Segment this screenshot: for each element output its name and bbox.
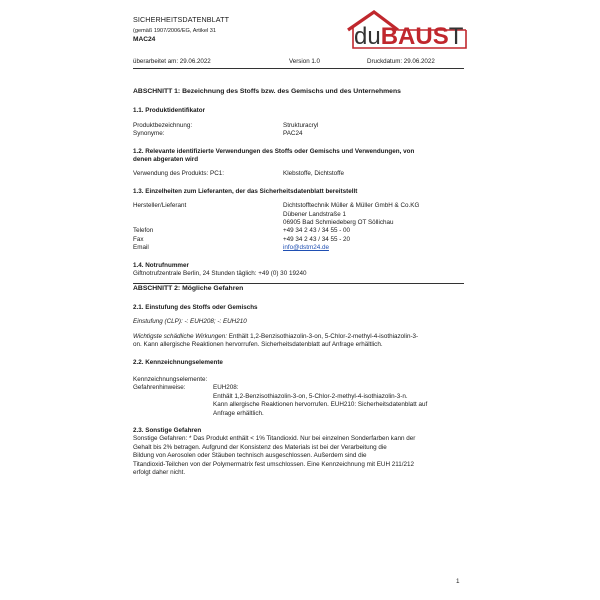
supplier-line: 06905 Bad Schmiedeberg OT Söllichau bbox=[283, 219, 394, 227]
fax-row bbox=[133, 236, 463, 244]
usage-label: Verwendung des Produkts: PC1: bbox=[133, 170, 225, 178]
other-hazards-line: Gehalt bis 2% betragen. Aufgrund der Konsistenz des Materials ist bei der Verarbeitung die bbox=[133, 443, 387, 451]
heading-1-2-line-1: 1.2. Relevante identifizierte Verwendungen des Stoffs oder Gemischs und Verwendungen, von bbox=[133, 147, 415, 155]
revision-info bbox=[133, 58, 463, 65]
print-date: Druckdatum: 29.06.2022 bbox=[367, 58, 435, 65]
supplier-line: Dübener Landstraße 1 bbox=[283, 210, 347, 218]
email-label: Email bbox=[133, 244, 149, 252]
other-hazards-line: Titandioxid-Teilchen von der Polymermatrix fest umschlossen. Eine Kennzeichnung mit EUH 211/212 bbox=[133, 460, 415, 468]
phone-row bbox=[133, 227, 463, 235]
header-divider bbox=[133, 68, 464, 69]
fax-label: Fax bbox=[133, 235, 144, 243]
hazard-line: Anfrage erhältlich. bbox=[213, 409, 264, 417]
supplier-row bbox=[133, 202, 463, 227]
supplier-address bbox=[283, 202, 463, 227]
document-body bbox=[133, 88, 463, 477]
section-2-title: ABSCHNITT 2: Mögliche Gefahren bbox=[133, 284, 244, 292]
revised-date: überarbeitet am: 29.06.2022 bbox=[133, 58, 211, 65]
synonyms-label: Synonyme: bbox=[133, 130, 165, 138]
email-link[interactable]: info@dstm24.de bbox=[283, 244, 329, 252]
other-hazards-line: erfolgt daher nicht. bbox=[133, 469, 186, 476]
synonyms-value: PAC24 bbox=[283, 130, 303, 138]
clp-classification: Einstufung (CLP): -: EUH208; -: EUH210 bbox=[133, 318, 247, 326]
usage-row bbox=[133, 170, 463, 178]
labelling-elements-label: Kennzeichnungselemente: bbox=[133, 375, 208, 383]
regulation-note: (gemäß 1907/2006/EG, Artikel 31 bbox=[133, 27, 217, 34]
logo-wordmark bbox=[354, 25, 463, 49]
product-code: MAC24 bbox=[133, 36, 156, 44]
heading-1-1: 1.1. Produktidentifikator bbox=[133, 107, 206, 115]
phone-value: +49 34 2 43 / 34 55 - 00 bbox=[283, 227, 351, 235]
hazard-text bbox=[133, 393, 463, 418]
synonyms-row bbox=[133, 130, 463, 138]
supplier-label: Hersteller/Lieferant bbox=[133, 202, 187, 210]
heading-1-2-line-2: denen abgeraten wird bbox=[133, 156, 199, 164]
product-name-value: Strukturacryl bbox=[283, 121, 319, 129]
heading-2-3: 2.3. Sonstige Gefahren bbox=[133, 426, 202, 434]
email-row bbox=[133, 244, 463, 252]
heading-1-4: 1.4. Notrufnummer bbox=[133, 261, 189, 269]
hazard-statements-row bbox=[133, 384, 463, 392]
logo-suffix: T bbox=[448, 23, 464, 50]
fax-value: +49 34 2 43 / 34 55 - 20 bbox=[283, 235, 351, 243]
main-effects-label: Wichtigste schädliche Wirkungen: bbox=[133, 332, 228, 340]
heading-1-2 bbox=[133, 148, 463, 165]
version-label: Version 1.0 bbox=[289, 58, 320, 65]
logo-prefix: du bbox=[354, 23, 381, 50]
heading-2-1: 2.1. Einstufung des Stoffs oder Gemischs bbox=[133, 303, 258, 311]
other-hazards-text bbox=[133, 435, 463, 477]
main-effects-text-2: on. Kann allergische Reaktionen hervorrufen. Sicherheitsdatenblatt auf Anfrage erhältlich. bbox=[133, 341, 383, 349]
section-1-title: ABSCHNITT 1: Bezeichnung des Stoffs bzw. des Gemischs und des Unternehmens bbox=[133, 88, 401, 95]
heading-2-2: 2.2. Kennzeichnungselemente bbox=[133, 358, 223, 366]
product-name-row bbox=[133, 122, 463, 130]
heading-1-3: 1.3. Einzelheiten zum Lieferanten, der das Sicherheitsdatenblatt bereitstellt bbox=[133, 187, 358, 195]
page-number: 1 bbox=[456, 578, 460, 585]
hazard-line: Enthält 1,2-Benzisothiazolin-3-on, 5-Chlor-2-methyl-4-isothiazolin-3-n. bbox=[213, 392, 408, 400]
supplier-line: Dichtstofftechnik Müller & Müller GmbH & Co.KG bbox=[283, 202, 420, 210]
emergency-number-text: Giftnotrufzentrale Berlin, 24 Stunden täglich: +49 (0) 30 19240 bbox=[133, 270, 307, 278]
phone-label: Telefon bbox=[133, 227, 154, 235]
document-title: SICHERHEITSDATENBLATT bbox=[133, 15, 230, 24]
hazard-code: EUH208: bbox=[213, 384, 239, 392]
main-effects bbox=[133, 333, 463, 350]
hazard-statements-label: Gefahrenhinweise: bbox=[133, 384, 186, 392]
usage-value: Klebstoffe, Dichtstoffe bbox=[283, 170, 345, 178]
company-logo bbox=[340, 8, 476, 50]
main-effects-text-1: Enthält 1,2-Benzisothiazolin-3-on, 5-Chlor-2-methyl-4-isothiazolin-3- bbox=[227, 332, 419, 340]
other-hazards-line: Sonstige Gefahren: * Das Produkt enthält < 1% Titandioxid. Nur bei einzelnen Sonderfarben kann der bbox=[133, 435, 416, 443]
hazard-line: Kann allergische Reaktionen hervorrufen. EUH210: Sicherheitsdatenblatt auf bbox=[213, 401, 428, 409]
other-hazards-line: Bildung von Aerosolen oder Stäuben technisch ausgeschlossen. Außerdem sind die bbox=[133, 452, 367, 460]
logo-brand: BAUS bbox=[380, 23, 449, 50]
product-name-label: Produktbezeichnung: bbox=[133, 121, 193, 129]
